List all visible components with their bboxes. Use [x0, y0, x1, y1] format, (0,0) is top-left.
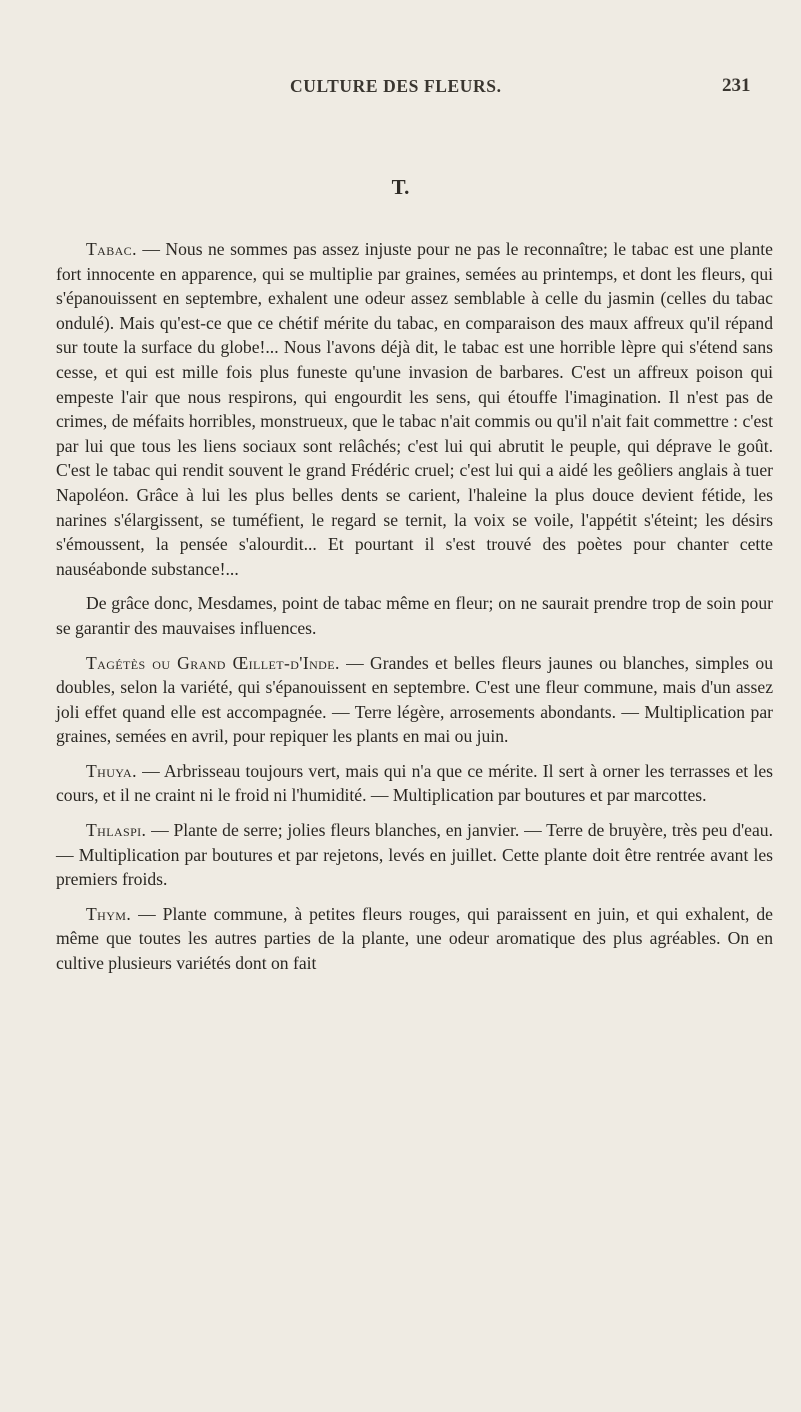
entry-text: — Nous ne sommes pas assez injuste pour ne pas le reconnaître; le tabac est une plante fort innocente en apparence, qui se multiplie par graines, semées au printemps, et dont les fleurs, qui s'épanouissent en septembre, exhalent une odeur assez semblable à celle du jasmin (celles du tabac ondulé). Mais qu'est-ce que ce chétif mérite du tabac, en comparaison des maux affreux qu'il répand sur toute la surface du globe!... Nous l'avons déjà dit, le tabac est une horrible lèpre qui s'étend sans cesse, et qui est mille fois plus funeste qu'une invasion de barbares. C'est un affreux poison qui empeste l'air que nous respirons, qui engourdit les sens, qui étouffe l'imagination. Il n'est pas de crimes, de méfaits horribles, monstrueux, que le tabac n'ait commis ou qu'il n'ait fait commettre : c'est par lui que tous les liens sociaux sont relâchés; c'est lui qui abrutit le peuple, qui déprave le goût. C'est le tabac qui rendit souvent le grand Frédéric cruel; c'est lui qui a aidé les geôliers anglais à tuer Napoléon. Grâce à lui les plus belles dents se carient, l'haleine la plus douce devient fétide, les narines s'élargissent, se tuméfient, le regard se ternit, la voix se voile, l'appétit s'éteint; les désirs s'émoussent, la pensée s'alourdit... Et pourtant il s'est trouvé des poètes pour chanter cette nauséabonde substance!...: [56, 239, 773, 579]
entry-text: — Plante de serre; jolies fleurs blanches, en janvier. — Terre de bruyère, très peu d'eau. — Multiplication par boutures et par rejetons, levés en juillet. Cette plante doit être rentrée avant les premiers froids.: [56, 820, 773, 890]
entry-thym: [56, 902, 773, 976]
section-letter-heading: T.: [391, 175, 410, 199]
entry-term: Tagétès ou Grand Œillet-d'Inde.: [86, 652, 340, 673]
entry-tabac-conclusion: [56, 591, 773, 640]
page-number: 231: [722, 75, 751, 96]
running-header: [0, 76, 801, 102]
entry-term: Thlaspi.: [86, 820, 147, 841]
entry-text: — Grandes et belles fleurs jaunes ou blanches, simples ou doubles, selon la variété, qui s'épanouissent en septembre. C'est une fleur commune, mais d'un assez joli effet quand elle est accompagnée. — Terre légère, arrosements abondants. — Multiplication par graines, semées en avril, pour repiquer les plants en mai ou juin.: [56, 652, 774, 747]
entry-text: De grâce donc, Mesdames, point de tabac même en fleur; on ne saurait prendre trop de soin pour se garantir des mauvaises influences.: [56, 593, 773, 638]
entry-text: — Plante commune, à petites fleurs rouges, qui paraissent en juin, et qui exhalent, de même que toutes les autres parties de la plante, une odeur aromatique des plus agréables. On en cultive plusieurs variétés dont on fait: [56, 903, 773, 974]
running-title: CULTURE DES FLEURS.: [290, 76, 502, 96]
entry-term: Thym.: [86, 903, 132, 924]
entry-thlaspi: [56, 818, 773, 892]
entry-term: Tabac.: [86, 239, 137, 259]
entry-term: Thuya.: [86, 760, 137, 781]
entry-tagetes: [56, 651, 773, 749]
entry-tabac: [56, 237, 773, 581]
body-text: [56, 237, 773, 976]
entry-thuya: [56, 759, 773, 808]
entry-text: — Arbrisseau toujours vert, mais qui n'a que ce mérite. Il sert à orner les terrasses et les cours, et il ne craint ni le froid ni l'humidité. — Multiplication par boutures et par marcottes.: [56, 760, 773, 806]
